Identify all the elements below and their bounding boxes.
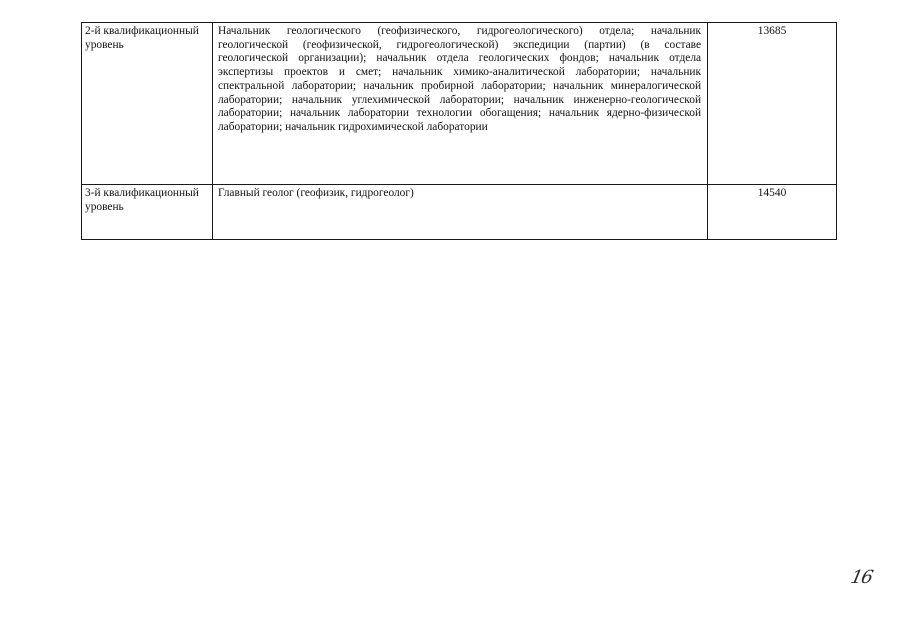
page-number: 16 — [848, 567, 875, 588]
qualification-level-cell: 3-й квалификационный уровень — [82, 185, 213, 240]
table-row — [82, 23, 837, 185]
positions-cell: Главный геолог (геофизик, гидрогеолог) — [212, 185, 707, 240]
positions-cell: Начальник геологического (геофизического, гидрогеологического) отдела; начальник геологической (геофизической, гидрогеологической) экспедиции (партии) (в составе геологической организации); начальник отдела геологических фондов; начальник отдела экспертизы проектов и смет; начальник химико-аналитической лаборатории; начальник спектральной лаборатории; начальник пробирной лаборатории; начальник минералогической лаборатории; начальник углехимической лаборатории; начальник инженерно-геологической лаборатории; начальник лаборатории технологии обогащения; начальник ядерно-физической лаборатории; начальник гидрохимической лаборатории — [212, 23, 707, 185]
qualification-table — [81, 22, 837, 240]
salary-cell: 14540 — [708, 185, 837, 240]
salary-cell: 13685 — [708, 23, 837, 185]
table-row — [82, 185, 837, 240]
qualification-level-cell: 2-й квалификационный уровень — [82, 23, 213, 185]
